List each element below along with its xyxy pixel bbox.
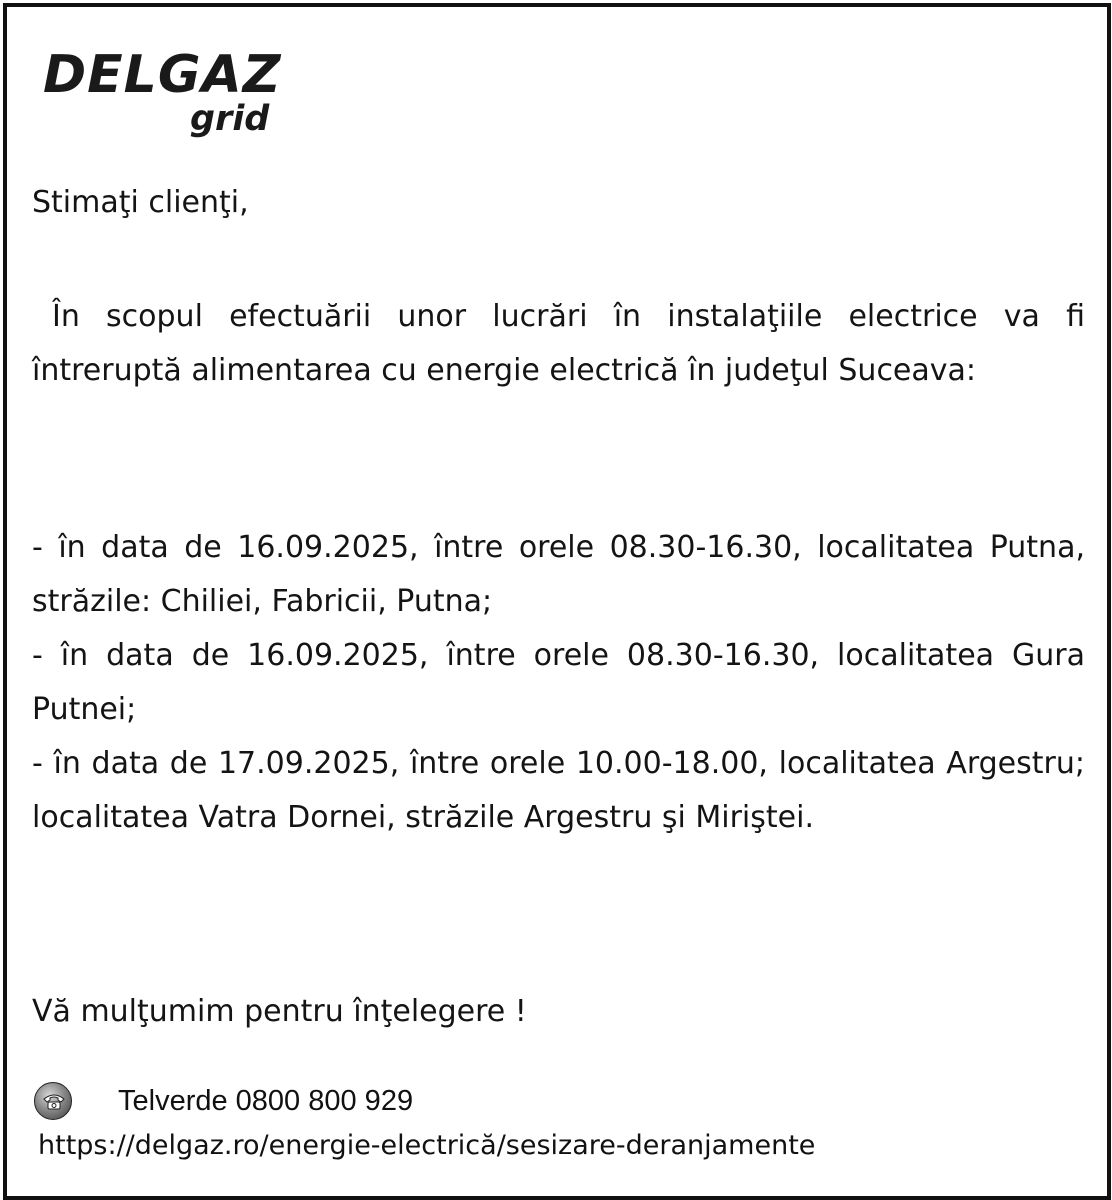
- logo-brand-text: DELGAZ: [43, 45, 282, 105]
- thanks-message: Vă mulţumim pentru înţelegere !: [32, 994, 527, 1029]
- logo-sub-text: grid: [190, 99, 270, 139]
- contact-line: [32, 1078, 632, 1124]
- report-url-link[interactable]: https://delgaz.ro/energie-electrică/sesizare-deranjamente: [38, 1130, 816, 1161]
- outage-list: [32, 521, 1085, 845]
- intro-paragraph: În scopul efectuării unor lucrări în instalaţiile electrice va fi întreruptă alimentarea cu energie electrică în judeţul Suceava:: [32, 299, 1085, 388]
- outage-item: - în data de 16.09.2025, între orele 08.30-16.30, localitatea Putna, străzile: Chiliei, Fabricii, Putna;: [32, 530, 1085, 619]
- outage-item: - în data de 16.09.2025, între orele 08.30-16.30, localitatea Gura Putnei;: [32, 638, 1085, 727]
- delgaz-grid-logo: [43, 47, 293, 142]
- phone-number: Telverde 0800 800 929: [118, 1085, 414, 1117]
- phone-icon: [34, 1082, 72, 1120]
- greeting: Stimaţi clienţi,: [32, 185, 249, 220]
- outage-item: - în data de 17.09.2025, între orele 10.00-18.00, localitatea Argestru; localitatea Vatra Dornei, străzile Argestru şi Miriştei.: [32, 746, 1085, 835]
